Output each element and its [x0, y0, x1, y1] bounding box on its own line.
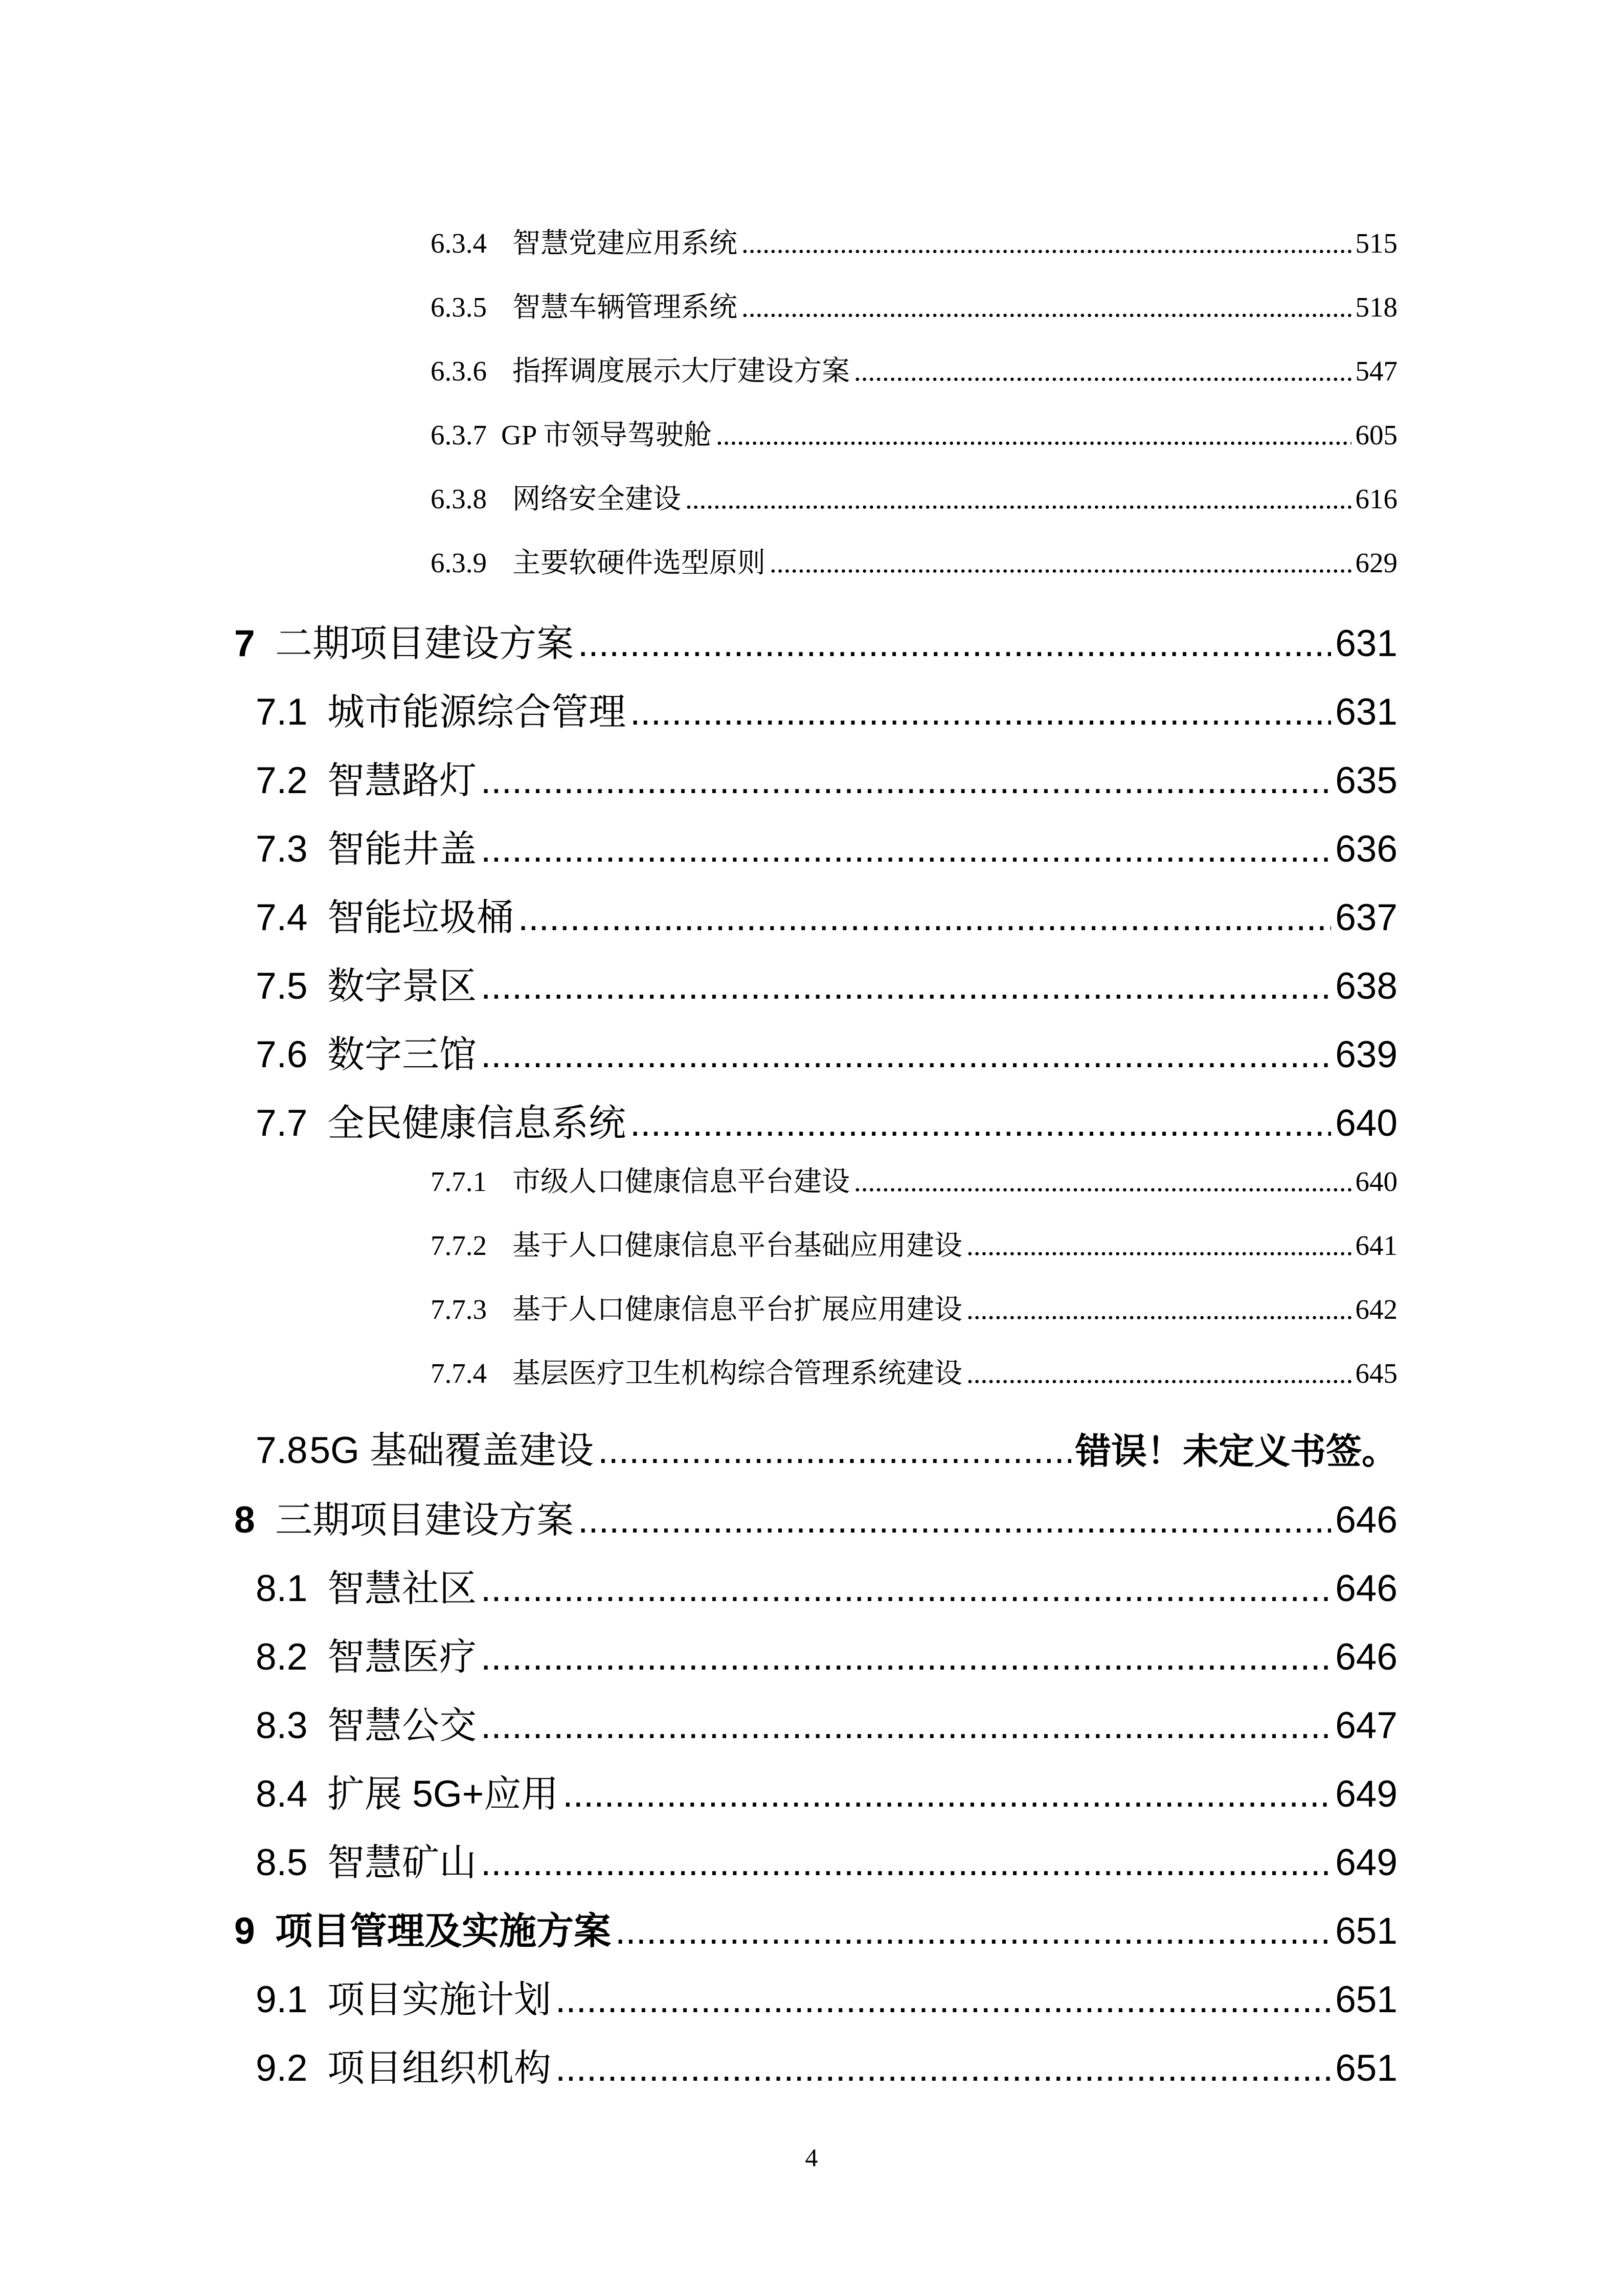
toc-title: 基层医疗卫生机构综合管理系统建设 [512, 1358, 963, 1389]
toc-number: 6.3.4 [431, 228, 487, 259]
toc-title: 数字三馆 [327, 1034, 477, 1075]
toc-title: 智慧车辆管理系统 [512, 291, 738, 323]
toc-page-number: 651 [1335, 2047, 1397, 2089]
toc-page-number: 518 [1355, 291, 1397, 323]
toc-page-number: 651 [1335, 1910, 1397, 1952]
toc-number: 8.3 [256, 1705, 308, 1746]
toc-entry[interactable] [431, 549, 1397, 577]
toc-number: 7.3 [256, 828, 308, 870]
toc-page-number: 645 [1355, 1358, 1397, 1389]
toc-entry-section[interactable] [256, 2047, 1397, 2089]
toc-title: 智慧社区 [327, 1568, 477, 1609]
toc-entry-section[interactable] [256, 1775, 1397, 1813]
toc-number: 6.3.8 [431, 483, 487, 514]
toc-title: 智能垃圾桶 [327, 897, 514, 938]
toc-page-number: 640 [1335, 1102, 1397, 1144]
toc-number: 7.7.3 [431, 1294, 487, 1325]
toc-number: 7.7.4 [431, 1358, 487, 1389]
toc-number: 8 [234, 1499, 255, 1541]
toc-leader [598, 1432, 1071, 1469]
toc-number: 7.7.1 [431, 1166, 487, 1197]
toc-page-number: 631 [1335, 691, 1397, 733]
toc-number: 7.5 [256, 965, 308, 1007]
toc-page-number: 637 [1335, 897, 1397, 938]
toc-page-number: 638 [1335, 965, 1397, 1007]
toc-title: 智慧矿山 [327, 1842, 477, 1883]
toc-entry-section[interactable] [256, 1707, 1397, 1744]
toc-title: 全民健康信息系统 [327, 1102, 626, 1144]
toc-entry[interactable] [431, 293, 1397, 321]
toc-leader [578, 625, 1331, 662]
toc-entry-chapter[interactable] [234, 1912, 1397, 1950]
toc-title: 项目实施计划 [327, 1979, 551, 2020]
toc-leader [630, 1105, 1331, 1142]
toc-page-number: 629 [1355, 547, 1397, 578]
toc-number: 7.8 [256, 1430, 308, 1471]
toc-title: 基于人口健康信息平台扩展应用建设 [512, 1294, 963, 1325]
toc-leader [562, 1775, 1331, 1813]
toc-entry-chapter[interactable] [234, 625, 1397, 662]
toc-page-number: 647 [1335, 1705, 1397, 1746]
toc-page-number: 651 [1335, 1979, 1397, 2020]
toc-entry-section[interactable] [256, 830, 1397, 868]
toc-entry-section[interactable] [256, 967, 1397, 1005]
toc-title: 扩展 5G+应用 [327, 1773, 559, 1815]
toc-entry[interactable] [431, 229, 1397, 257]
toc-page-number: 649 [1335, 1842, 1397, 1883]
toc-number: 7.7 [256, 1102, 308, 1144]
toc-title: 网络安全建设 [512, 483, 682, 514]
toc-number: 9.1 [256, 1979, 308, 2020]
toc-number: 8.1 [256, 1568, 308, 1609]
toc-title: 智慧公交 [327, 1705, 477, 1746]
toc-number: 7.6 [256, 1034, 308, 1075]
toc-entry-section[interactable] [256, 1638, 1397, 1676]
toc-leader [854, 357, 1351, 385]
toc-leader [578, 1501, 1331, 1539]
toc-page-number: 641 [1355, 1230, 1397, 1261]
toc-leader [481, 967, 1331, 1005]
toc-number: 6.3.5 [431, 291, 487, 323]
toc-page-number: 649 [1335, 1773, 1397, 1815]
toc-entry[interactable] [431, 485, 1397, 513]
toc-title: 主要软硬件选型原则 [512, 547, 766, 578]
toc-number: 7.1 [256, 691, 308, 733]
toc-title: 二期项目建设方案 [275, 623, 574, 664]
toc-page-number: 515 [1355, 228, 1397, 259]
toc-number: 9.2 [256, 2047, 308, 2089]
toc-number: 7.2 [256, 760, 308, 801]
toc-number: 6.3.6 [431, 355, 487, 387]
toc-number: 8.2 [256, 1636, 308, 1678]
toc-entry-section[interactable] [256, 1102, 1397, 1144]
toc-number: 6.3.9 [431, 547, 487, 578]
toc-leader [481, 1844, 1331, 1881]
toc-entry-chapter[interactable] [234, 1501, 1397, 1539]
toc-entry[interactable] [431, 1359, 1397, 1387]
toc-leader [770, 549, 1351, 577]
toc-leader [481, 762, 1331, 799]
toc-entry-section[interactable] [256, 899, 1397, 936]
toc-title: 市级人口健康信息平台建设 [512, 1166, 850, 1197]
toc-page-number: 639 [1335, 1034, 1397, 1075]
toc-page-number: 646 [1335, 1499, 1397, 1541]
toc-title: 智慧党建应用系统 [512, 228, 738, 259]
toc-leader [685, 485, 1351, 513]
toc-number: 8.5 [256, 1842, 308, 1883]
toc-leader [741, 293, 1351, 321]
toc-page-number: 646 [1335, 1636, 1397, 1678]
toc-entry-section[interactable] [256, 762, 1397, 799]
toc-leader [966, 1295, 1351, 1323]
toc-title: 指挥调度展示大厅建设方案 [512, 355, 850, 387]
toc-title: GP 市领导驾驶舱 [501, 419, 712, 451]
toc-leader [555, 2050, 1331, 2087]
toc-number: 7 [234, 623, 255, 664]
toc-page-number: 631 [1335, 623, 1397, 664]
toc-page-number-error: 错误！未定义书签。 [1075, 1430, 1397, 1472]
toc-leader [966, 1231, 1351, 1259]
toc-entry-section[interactable] [256, 1844, 1397, 1881]
toc-title: 5G 基础覆盖建设 [309, 1430, 594, 1471]
toc-leader [481, 1570, 1331, 1607]
toc-page-number: 640 [1355, 1166, 1397, 1197]
toc-title: 三期项目建设方案 [275, 1499, 574, 1541]
toc-leader [966, 1359, 1351, 1387]
toc-number: 6.3.7 [431, 419, 487, 451]
toc-entry-section[interactable] [256, 1570, 1397, 1607]
toc-entry-section[interactable] [256, 693, 1397, 731]
toc-leader [481, 1638, 1331, 1676]
page-number: 4 [805, 2143, 818, 2172]
toc-title: 项目组织机构 [327, 2047, 551, 2089]
toc-number: 8.4 [256, 1773, 308, 1815]
toc-page-number: 605 [1355, 419, 1397, 451]
toc-entry-section[interactable] [256, 1036, 1397, 1073]
toc-page-number: 636 [1335, 828, 1397, 870]
toc-title: 智慧医疗 [327, 1636, 477, 1678]
toc-page-number: 616 [1355, 483, 1397, 514]
toc-entry[interactable] [431, 421, 1397, 449]
toc-leader [741, 229, 1351, 257]
toc-title: 项目管理及实施方案 [275, 1910, 611, 1952]
toc-leader [481, 1707, 1331, 1744]
toc-leader [481, 830, 1331, 868]
toc-entry[interactable] [431, 357, 1397, 385]
toc-number: 9 [234, 1910, 255, 1952]
toc-entry-section[interactable] [256, 1981, 1397, 2018]
toc-title: 数字景区 [327, 965, 477, 1007]
toc-entry[interactable] [431, 1231, 1397, 1259]
toc-number: 7.7.2 [431, 1230, 487, 1261]
toc-entry[interactable] [431, 1295, 1397, 1323]
toc-number: 7.4 [256, 897, 308, 938]
toc-leader [518, 899, 1331, 936]
toc-title: 基于人口健康信息平台基础应用建设 [512, 1230, 963, 1261]
toc-entry-section[interactable] [256, 1430, 1397, 1472]
toc-title: 智慧路灯 [327, 760, 477, 801]
toc-title: 城市能源综合管理 [327, 691, 626, 733]
toc-leader [555, 1981, 1331, 2018]
toc-page-number: 642 [1355, 1294, 1397, 1325]
toc-page-number: 646 [1335, 1568, 1397, 1609]
toc-title: 智能井盖 [327, 828, 477, 870]
toc-leader [630, 693, 1331, 731]
toc-page-number: 547 [1355, 355, 1397, 387]
toc-leader [854, 1167, 1351, 1196]
toc-entry[interactable] [431, 1167, 1397, 1196]
toc-leader [481, 1036, 1331, 1073]
toc-leader [615, 1912, 1331, 1950]
toc-page-number: 635 [1335, 760, 1397, 801]
toc-leader [716, 421, 1351, 449]
